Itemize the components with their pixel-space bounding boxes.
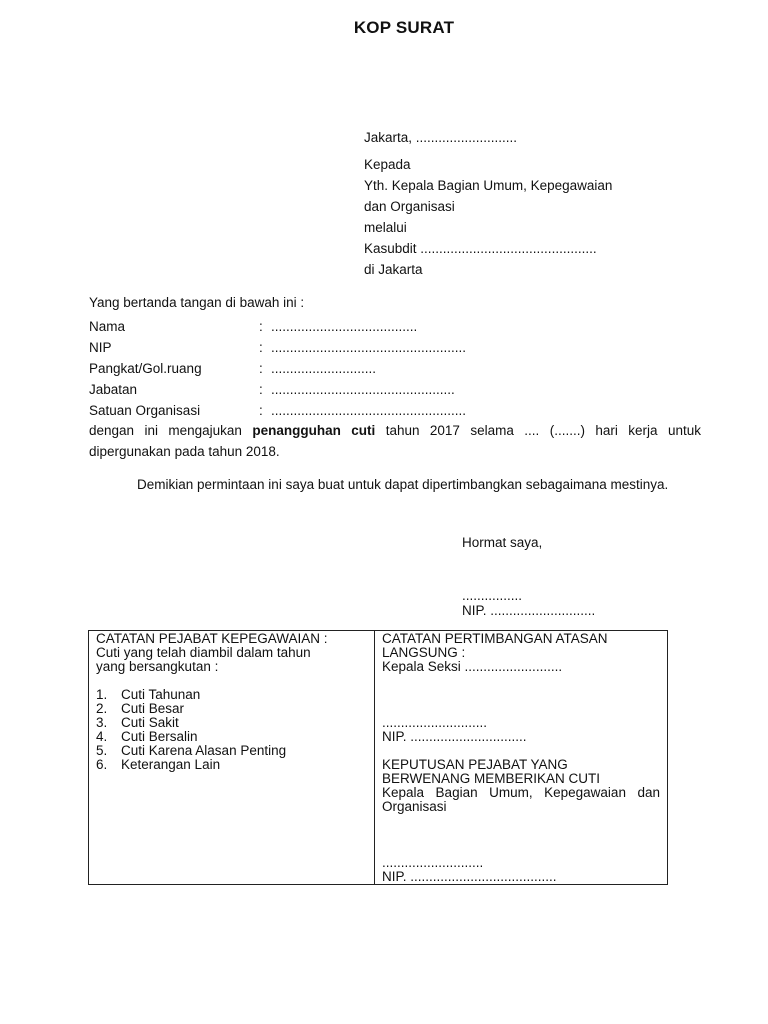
field-label: NIP	[89, 340, 112, 355]
recipient-line: Kepada	[364, 157, 411, 172]
request-paragraph	[89, 420, 701, 441]
request-text: tahun 2017 selama .... (.......) hari kerja untuk	[375, 423, 702, 438]
closing-paragraph: Demikian permintaan ini saya buat untuk dapat dipertimbangkan sebagaimana mestinya.	[137, 477, 669, 492]
item-label: Cuti Karena Alasan Penting	[121, 743, 287, 758]
place-date: Jakarta, ...........................	[364, 130, 518, 145]
recipient-line: melalui	[364, 220, 407, 235]
item-label: Keterangan Lain	[121, 757, 221, 772]
item-number: 4.	[96, 729, 108, 744]
item-label: Cuti Sakit	[121, 715, 179, 730]
recipient-line: Yth. Kepala Bagian Umum, Kepegawaian	[364, 178, 613, 193]
supervisor-heading: LANGSUNG :	[382, 645, 466, 660]
field-colon: :	[259, 319, 263, 334]
signature-nip: NIP. ............................	[462, 603, 596, 618]
item-number: 3.	[96, 715, 108, 730]
item-label: Cuti Bersalin	[121, 729, 198, 744]
item-number: 6.	[96, 757, 108, 772]
decision-name-blank: ...........................	[382, 855, 484, 870]
leave-type-item	[96, 758, 367, 772]
field-pangkat	[89, 358, 466, 379]
field-colon: :	[259, 382, 263, 397]
field-label: Satuan Organisasi	[89, 403, 201, 418]
field-value: ............................	[271, 361, 377, 376]
item-label: Cuti Tahunan	[121, 687, 201, 702]
field-nip	[89, 337, 466, 358]
leave-type-item	[96, 716, 367, 730]
field-colon: :	[259, 403, 263, 418]
decision-title: Organisasi	[382, 799, 447, 814]
leave-type-item	[96, 688, 367, 702]
field-colon: :	[259, 361, 263, 376]
leave-type-item	[96, 730, 367, 744]
decision-heading: KEPUTUSAN PEJABAT YANG	[382, 757, 568, 772]
field-value: .......................................	[271, 319, 418, 334]
signature-greeting: Hormat saya,	[462, 535, 543, 550]
field-colon: :	[259, 340, 263, 355]
item-label: Cuti Besar	[121, 701, 185, 716]
notes-table	[88, 630, 668, 885]
field-label: Jabatan	[89, 382, 138, 397]
request-text: dengan ini mengajukan	[89, 423, 253, 438]
leave-type-list	[96, 688, 367, 772]
recipient-line: Kasubdit ...............................................	[364, 241, 597, 256]
field-nama	[89, 316, 466, 337]
field-jabatan	[89, 379, 466, 400]
request-paragraph-line2: dipergunakan pada tahun 2018.	[89, 444, 280, 459]
personnel-notes-cell	[89, 631, 375, 884]
intro-text: Yang bertanda tangan di bawah ini :	[89, 295, 305, 310]
identity-fields	[89, 316, 466, 421]
field-value: .................................................	[271, 382, 455, 397]
leave-type-item	[96, 702, 367, 716]
recipient-line: di Jakarta	[364, 262, 423, 277]
recipient-line: dan Organisasi	[364, 199, 455, 214]
field-label: Pangkat/Gol.ruang	[89, 361, 202, 376]
supervisor-name-blank: ............................	[382, 715, 488, 730]
personnel-notes-subheading: Cuti yang telah diambil dalam tahun	[96, 645, 311, 660]
supervisor-heading: CATATAN PERTIMBANGAN ATASAN	[382, 631, 608, 646]
field-value: ....................................................	[271, 403, 467, 418]
item-number: 1.	[96, 687, 108, 702]
leave-type-item	[96, 744, 367, 758]
approval-cell	[375, 631, 667, 884]
personnel-notes-heading: CATATAN PEJABAT KEPEGAWAIAN :	[96, 631, 328, 646]
supervisor-title: Kepala Seksi ..........................	[382, 659, 563, 674]
field-label: Nama	[89, 319, 126, 334]
item-number: 2.	[96, 701, 108, 716]
field-value: ....................................................	[271, 340, 467, 355]
recipient-block	[364, 127, 612, 280]
decision-title: Kepala Bagian Umum, Kepegawaian dan	[382, 785, 660, 800]
letterhead-title: KOP SURAT	[353, 18, 455, 37]
decision-heading: BERWENANG MEMBERIKAN CUTI	[382, 771, 601, 786]
decision-nip: NIP. .......................................	[382, 869, 557, 884]
item-number: 5.	[96, 743, 108, 758]
field-satuan-organisasi	[89, 400, 466, 421]
personnel-notes-subheading: yang bersangkutan :	[96, 659, 219, 674]
supervisor-nip: NIP. ...............................	[382, 729, 527, 744]
request-emphasis: penangguhan cuti	[252, 423, 376, 438]
signature-name-blank: ................	[462, 588, 523, 603]
